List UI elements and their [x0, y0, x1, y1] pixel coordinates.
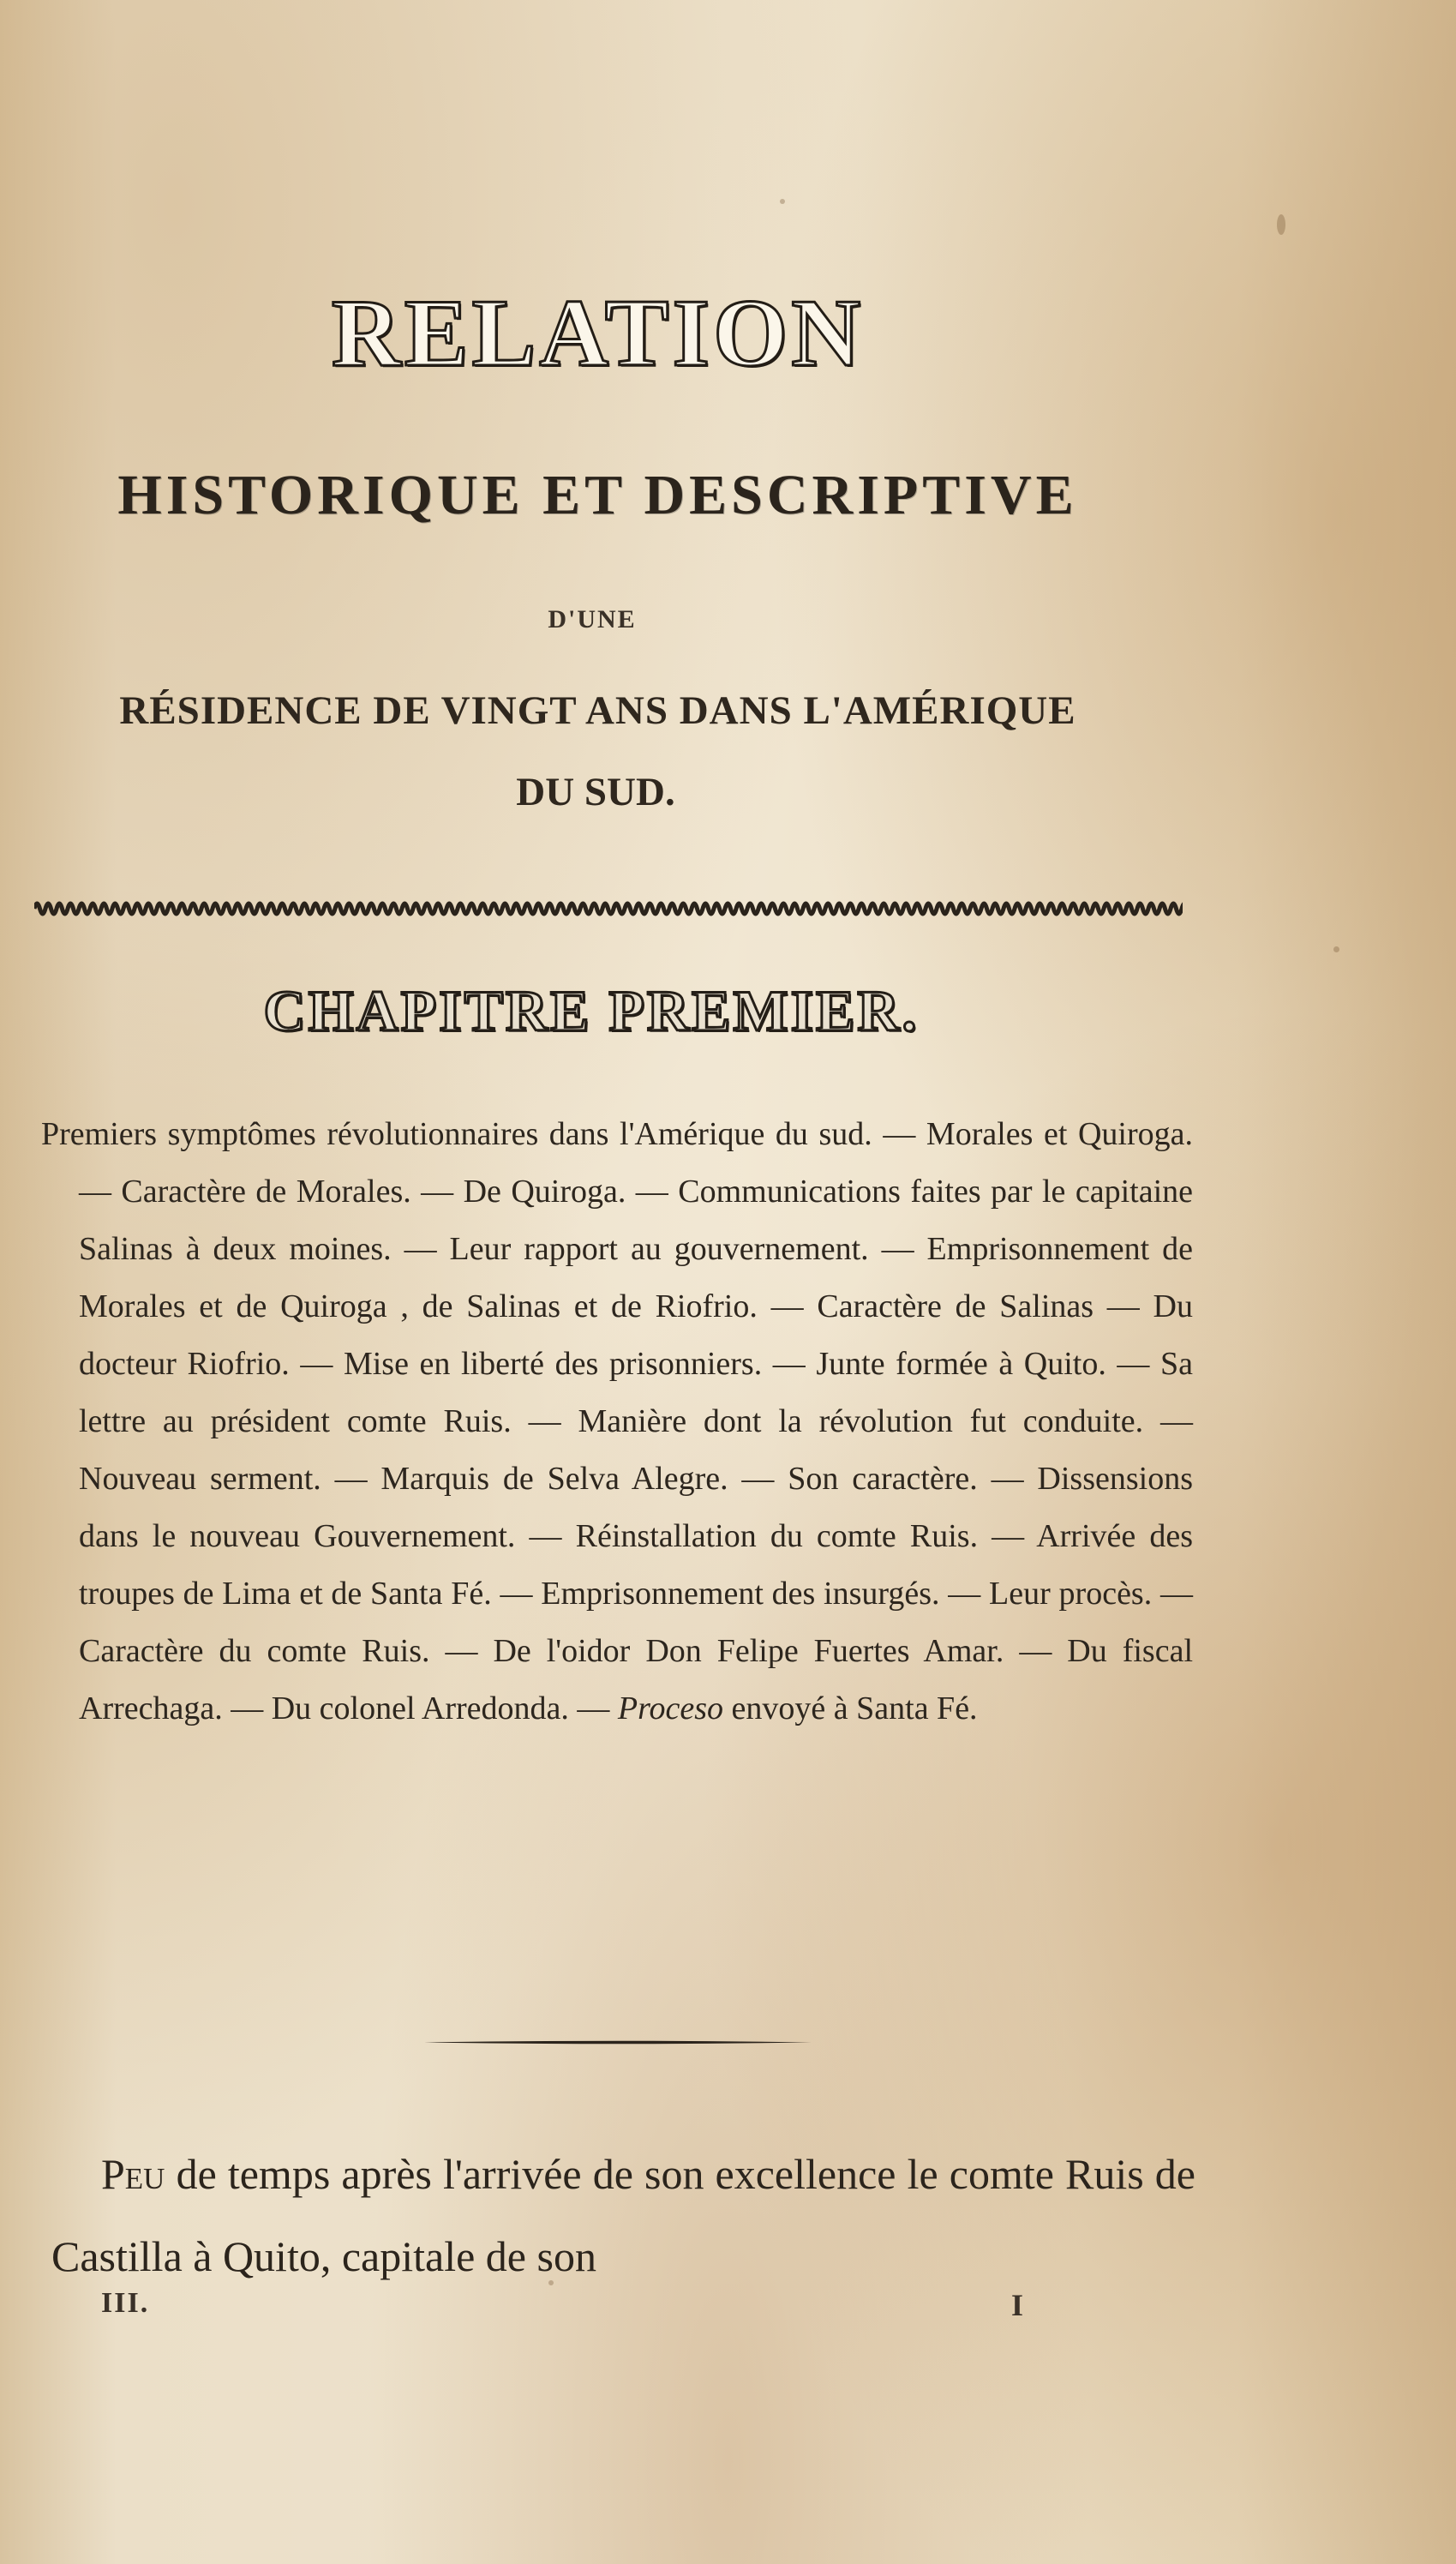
title-line-1: RÉSIDENCE DE VINGT ANS DANS L'AMÉRIQUE — [119, 688, 1076, 733]
paper-spot — [548, 2280, 554, 2285]
title-line-2: DU SUD. — [516, 770, 675, 814]
body-lead-word: Peu — [101, 2150, 165, 2198]
wavy-divider — [34, 896, 1183, 922]
volume-number: III. — [101, 2287, 150, 2319]
chapter-title: CHAPITRE PREMIER. — [263, 978, 920, 1043]
paper-spot — [1333, 946, 1339, 952]
chapter-summary-end: envoyé à Santa Fé. — [731, 1690, 978, 1726]
paper-spot — [1277, 214, 1285, 235]
chapter-summary — [41, 1106, 1193, 1738]
book-subtitle: HISTORIQUE ET DESCRIPTIVE — [117, 464, 1078, 526]
paper-spot — [780, 199, 785, 204]
section-rule — [424, 2039, 812, 2045]
body-paragraph — [51, 2133, 1195, 2297]
book-title: RELATION — [331, 280, 865, 387]
body-text: de temps après l'arrivée de son excellence le comte Ruis de Castilla à Quito, capitale de son — [51, 2150, 1195, 2280]
chapter-summary-italic: Proceso — [617, 1690, 724, 1726]
title-connector: D'UNE — [548, 605, 637, 633]
signature-mark: I — [1011, 2288, 1024, 2322]
chapter-summary-main: Premiers symptômes révolutionnaires dans l'Amérique du sud. — Morales et Quiroga. — Caractère de Morales. — De Quiroga. — Communications faites par le capitaine Salinas à deux moines. — Leur rapport au gouvernement. — Emprisonnement de Morales et de Quiroga , de Salinas et de Riofrio. — Caractère de Salinas — Du docteur Riofrio. — Mise en liberté des prisonniers. — Junte formée à Quito. — Sa lettre au président comte Ruis. — Manière dont la révolution fut conduite. — Nouveau serment. — Marquis de Selva Alegre. — Son caractère. — Dissensions dans le nouveau Gouvernement. — Réinstallation du comte Ruis. — Arrivée des troupes de Lima et de Santa Fé. — Emprisonnement des insurgés. — Leur procès. — Caractère du comte Ruis. — De l'oidor Don Felipe Fuertes Amar. — Du fiscal Arrechaga. — Du colonel Arredonda. — — [41, 1116, 1193, 1726]
